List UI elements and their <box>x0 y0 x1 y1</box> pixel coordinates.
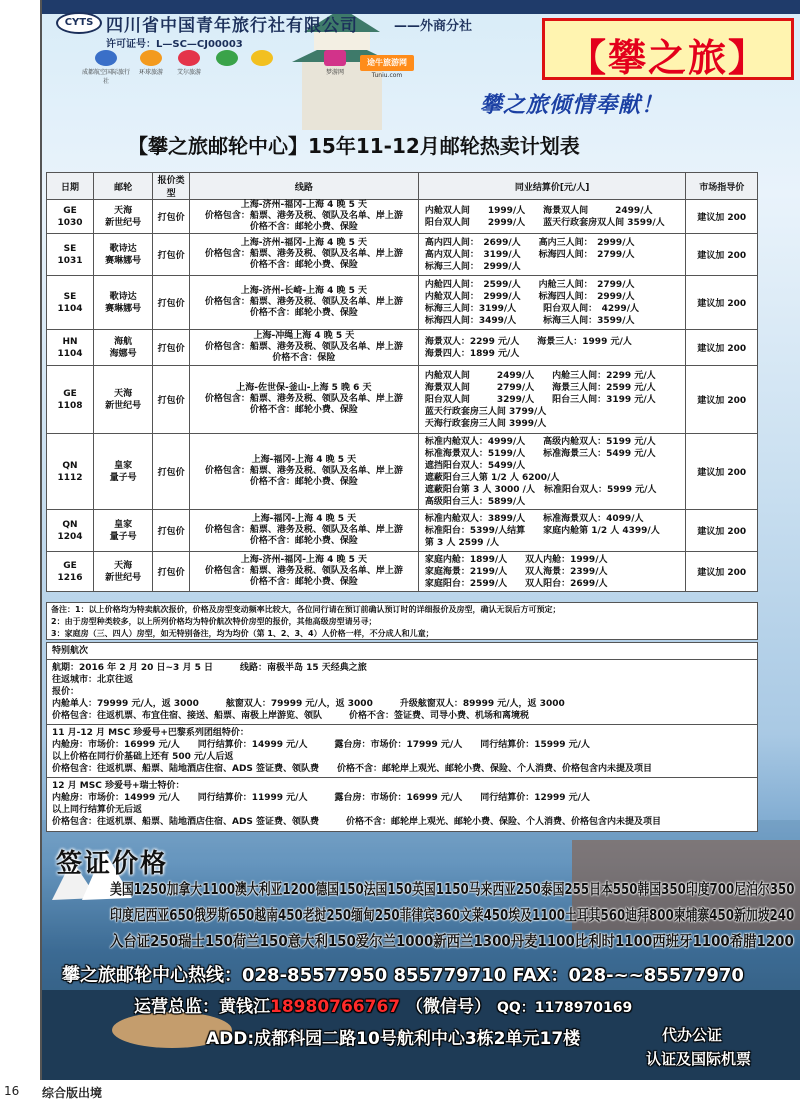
page-title: 【攀之旅邮轮中心】15年11-12月邮轮热卖计划表 <box>128 134 580 158</box>
msc1-line: 以上价格在同行价基础上还有 500 元/人后返 <box>52 752 234 762</box>
qq: QQ：1178970169 <box>496 1000 633 1016</box>
cell-ship: 歌诗达 赛琳娜号 <box>93 276 152 330</box>
col-date: 日期 <box>47 173 94 200</box>
bird-icon <box>178 50 200 66</box>
note-line: 2：由于房型种类较多，以上所列价格均为特价航次特价房型的报价，其他高级房型请另寻； <box>51 617 377 626</box>
table-header-row <box>47 173 758 200</box>
section-label: 综合版出境 <box>42 1086 103 1100</box>
msc2-line: 内舱房：市场价：14999 元/人 同行结算价：11999 元/人 露台房：市场价：16999 元/人 同行结算价：12999 元/人 <box>52 793 590 803</box>
table-row <box>47 276 758 330</box>
partner-logo-4 <box>210 50 244 76</box>
cell-date: HN 1104 <box>47 330 94 366</box>
cell-type: 打包价 <box>153 552 190 592</box>
address: ADD:成都科园二路10号航利中心3栋2单元17楼 <box>206 1029 581 1049</box>
special-line: 价格包含：往返机票、布宜住宿、接送、船票、南极上岸游览、领队 价格不含：签证费、司导小费、机场和离境税 <box>52 711 530 721</box>
brand-box <box>542 18 794 80</box>
cell-route: 上海-济州-长崎-上海 4 晚 5 天 价格包含：船票、港务及税、领队及名单、岸上游 价格不含：邮轮小费、保险 <box>190 276 419 330</box>
note-line: 3：家庭房（三、四人）房型，如无特别备注，均为均价（第 1、2、3、4）人价格一样，不分成人和儿童； <box>51 629 434 638</box>
col-prices: 同业结算价[元/人] <box>418 173 686 200</box>
divider <box>47 724 757 725</box>
cell-guide: 建议加 200 <box>686 330 758 366</box>
cell-guide: 建议加 200 <box>686 200 758 234</box>
special-heading: 特别航次 <box>52 646 89 656</box>
table-row <box>47 366 758 434</box>
cell-ship: 歌诗达 赛琳娜号 <box>93 234 152 276</box>
cell-ship: 海航 海娜号 <box>93 330 152 366</box>
msc2-line: 以上同行结算价无后返 <box>52 805 143 815</box>
company-logo: CYTS <box>56 12 102 34</box>
tuniu-logo: 途牛旅游网 <box>360 55 414 71</box>
special-line: 航期：2016 年 2 月 20 日~3 月 5 日 线路：南极半岛 15 天经典之旅 <box>52 663 367 673</box>
cell-guide: 建议加 200 <box>686 552 758 592</box>
cell-date: GE 1108 <box>47 366 94 434</box>
table-row <box>47 200 758 234</box>
cell-type: 打包价 <box>153 434 190 510</box>
cell-date: SE 1104 <box>47 276 94 330</box>
cruise-price-table <box>46 172 758 592</box>
msc1-line: 价格包含：往返机票、船票、陆地酒店住宿、ADS 签证费、领队费 价格不含：邮轮岸上观光、邮轮小费、保险、个人消费、价格包含内未提及项目 <box>52 764 653 774</box>
special-line: 往返城市：北京往返 <box>52 675 134 685</box>
cell-prices: 高内四人间： 2699/人 高内三人间： 2999/人 高内双人间： 3199/人 标海四人间： 2799/人 标海三人间： 2999/人 <box>418 234 686 276</box>
msc1-line: 11 月-12 月 MSC 珍爱号+巴黎系列团组特价： <box>52 728 249 738</box>
airline-icon <box>95 50 117 66</box>
branch-name: ——外商分社 <box>394 19 473 34</box>
cell-route: 上海-福冈-上海 4 晚 5 天 价格包含：船票、港务及税、领队及名单、岸上游 价格不含：邮轮小费、保险 <box>190 434 419 510</box>
hotline: 攀之旅邮轮中心热线：028-85577950 855779710 FAX：028-~~85577970 <box>62 965 744 986</box>
cell-route: 上海-济州-福冈-上海 4 晚 5 天 价格包含：船票、港务及税、领队及名单、岸上游 价格不含：邮轮小费、保险 <box>190 234 419 276</box>
cell-prices: 标准内舱双人：3899/人 标准海景双人：4099/人 标准阳台：5399/人结算 家庭内舱第 1/2 人 4399/人 第 3 人 2599 /人 <box>418 510 686 552</box>
wechat-label: （微信号） <box>406 997 492 1017</box>
table-row <box>47 510 758 552</box>
cell-prices: 海景双人：2299 元/人 海景三人：1999 元/人 海景四人：1899 元/人 <box>418 330 686 366</box>
poster <box>42 0 800 1080</box>
sun-icon <box>251 50 273 66</box>
table-row <box>47 234 758 276</box>
table-row <box>47 552 758 592</box>
cell-prices: 内舱双人间 1999/人 海景双人间 2499/人 阳台双人间 2999/人 蓝天行政套房双人间 3599/人 <box>418 200 686 234</box>
table-row <box>47 330 758 366</box>
cell-type: 打包价 <box>153 276 190 330</box>
cell-ship: 天海 新世纪号 <box>93 366 152 434</box>
page-number: 16 <box>4 1084 20 1098</box>
cell-date: GE 1216 <box>47 552 94 592</box>
partner-logo-6: 梦游网 <box>314 50 356 76</box>
cell-type: 打包价 <box>153 510 190 552</box>
tuniu-web: Tuniu.com <box>371 72 403 79</box>
globe-icon <box>140 50 162 66</box>
partner-logo-3: 艾尔旅游 <box>172 50 206 76</box>
visa-line-2: 印度尼西亚650俄罗斯650越南450老挝250缅甸250菲律宾360文莱450埃及1100土耳其560迪拜800柬埔寨450新加坡240 <box>110 906 795 924</box>
cell-guide: 建议加 200 <box>686 366 758 434</box>
col-route: 线路 <box>190 173 419 200</box>
msc2-line: 12 月 MSC 珍爱号+瑞士特价： <box>52 781 185 791</box>
service-tickets: 认证及国际机票 <box>646 1050 752 1068</box>
flower-icon <box>324 50 346 66</box>
table-body <box>47 200 758 592</box>
cell-route: 上海-济州-福冈-上海 4 晚 5 天 价格包含：船票、港务及税、领队及名单、岸上游 价格不含：邮轮小费、保险 <box>190 200 419 234</box>
cell-prices: 标准内舱双人：4999/人 高级内舱双人：5199 元/人 标准海景双人：5199/人 标准海景三人：5499 元/人 遮挡阳台双人：5499/人 遮蔽阳台三人第 1/2 人 6200/人 遮蔽阳台第 3 人 3000 /人 标准阳台双人：5999 元/人 高级阳台三人：5899/人 <box>418 434 686 510</box>
visa-line-1: 美国1250加拿大1100澳大利亚1200德国150法国150英国1150马来西亚250泰国255日本550韩国350印度700尼泊尔350 <box>110 880 795 898</box>
cell-type: 打包价 <box>153 366 190 434</box>
msc1-line: 内舱房：市场价：16999 元/人 同行结算价：14999 元/人 露台房：市场价：17999 元/人 同行结算价：15999 元/人 <box>52 740 590 750</box>
cell-date: SE 1031 <box>47 234 94 276</box>
visa-line-3: 入台证250瑞士150荷兰150意大利150爱尔兰1000新西兰1300丹麦1100比利时1100西班牙1100希腊1200 <box>110 932 794 950</box>
slogan: 攀之旅倾情奉献！ <box>480 93 665 118</box>
cell-type: 打包价 <box>153 234 190 276</box>
cell-date: GE 1030 <box>47 200 94 234</box>
license-number: 许可证号：L—SC—CJ00003 <box>106 39 243 50</box>
cell-prices: 内舱双人间 2499/人 内舱三人间：2299 元/人 海景双人间 2799/人 海景三人间：2599 元/人 阳台双人间 3299/人 阳台三人间：3199 元/人 蓝天行政套房三人间 3799/人 天海行政套房三人间 3999/人 <box>418 366 686 434</box>
partner-logo-1: 成都航空国际旅行社 <box>82 50 130 76</box>
special-line: 内舱单人：79999 元/人，返 3000 舷窗双人：79999 元/人，返 3000 升级舷窗双人：89999 元/人，返 3000 <box>52 699 565 709</box>
cell-route: 上海-冲绳上海 4 晚 5 天 价格包含：船票、港务及税、领队及名单、岸上游 价格不含：保险 <box>190 330 419 366</box>
cell-route: 上海-福冈-上海 4 晚 5 天 价格包含：船票、港务及税、领队及名单、岸上游 价格不含：邮轮小费、保险 <box>190 510 419 552</box>
brand-name: 【攀之旅】 <box>567 36 768 80</box>
divider <box>47 777 757 778</box>
partner-logo-5 <box>248 50 276 76</box>
notes <box>46 602 758 640</box>
cell-guide: 建议加 200 <box>686 434 758 510</box>
note-line: 备注：1：以上价格均为特卖航次报价，价格及房型变动频率比较大，各位同行请在预订前确认预订时的详细报价及房型，确认无误后方可预定； <box>51 605 561 614</box>
director-label: 运营总监：黄钱江 <box>134 997 270 1017</box>
cell-date: QN 1204 <box>47 510 94 552</box>
leaf-icon <box>216 50 238 66</box>
company-name: 四川省中国青年旅行社有限公司 <box>106 16 358 36</box>
visa-title: 签证价格 <box>56 849 169 879</box>
cell-guide: 建议加 200 <box>686 234 758 276</box>
cell-ship: 天海 新世纪号 <box>93 552 152 592</box>
cell-type: 打包价 <box>153 200 190 234</box>
table-row <box>47 434 758 510</box>
director <box>134 992 632 1017</box>
cell-type: 打包价 <box>153 330 190 366</box>
col-guide: 市场指导价 <box>686 173 758 200</box>
partner-logo-2: 环球旅游 <box>134 50 168 76</box>
col-ship: 邮轮 <box>93 173 152 200</box>
cell-prices: 内舱四人间： 2599/人 内舱三人间： 2799/人 内舱双人间： 2999/人 标海四人间： 2999/人 标海三人间：3199/人 阳台双人间： 4299/人 标海四人间：3499/人 标海三人间：3599/人 <box>418 276 686 330</box>
cell-route: 上海-佐世保-釜山-上海 5 晚 6 天 价格包含：船票、港务及税、领队及名单、岸上游 价格不含：邮轮小费、保险 <box>190 366 419 434</box>
cell-route: 上海-济州-福冈-上海 4 晚 5 天 价格包含：船票、港务及税、领队及名单、岸上游 价格不含：邮轮小费、保险 <box>190 552 419 592</box>
special-voyages <box>46 642 758 832</box>
cell-date: QN 1112 <box>47 434 94 510</box>
cell-prices: 家庭内舱：1899/人 双人内舱：1999/人 家庭海景：2199/人 双人海景：2399/人 家庭阳台：2599/人 双人阳台：2699/人 <box>418 552 686 592</box>
msc2-line: 价格包含：往返机票、船票、陆地酒店住宿、ADS 签证费、领队费 价格不含：邮轮岸上观光、邮轮小费、保险、个人消费、价格包含内未提及项目 <box>52 817 662 827</box>
col-type: 报价类型 <box>153 173 190 200</box>
cell-guide: 建议加 200 <box>686 510 758 552</box>
director-phone: 18980766767 <box>270 997 401 1017</box>
service-notary: 代办公证 <box>662 1026 723 1044</box>
cell-ship: 皇家 量子号 <box>93 510 152 552</box>
cell-ship: 皇家 量子号 <box>93 434 152 510</box>
divider <box>47 659 757 660</box>
cell-guide: 建议加 200 <box>686 276 758 330</box>
special-line: 报价： <box>52 687 80 697</box>
cell-ship: 天海 新世纪号 <box>93 200 152 234</box>
